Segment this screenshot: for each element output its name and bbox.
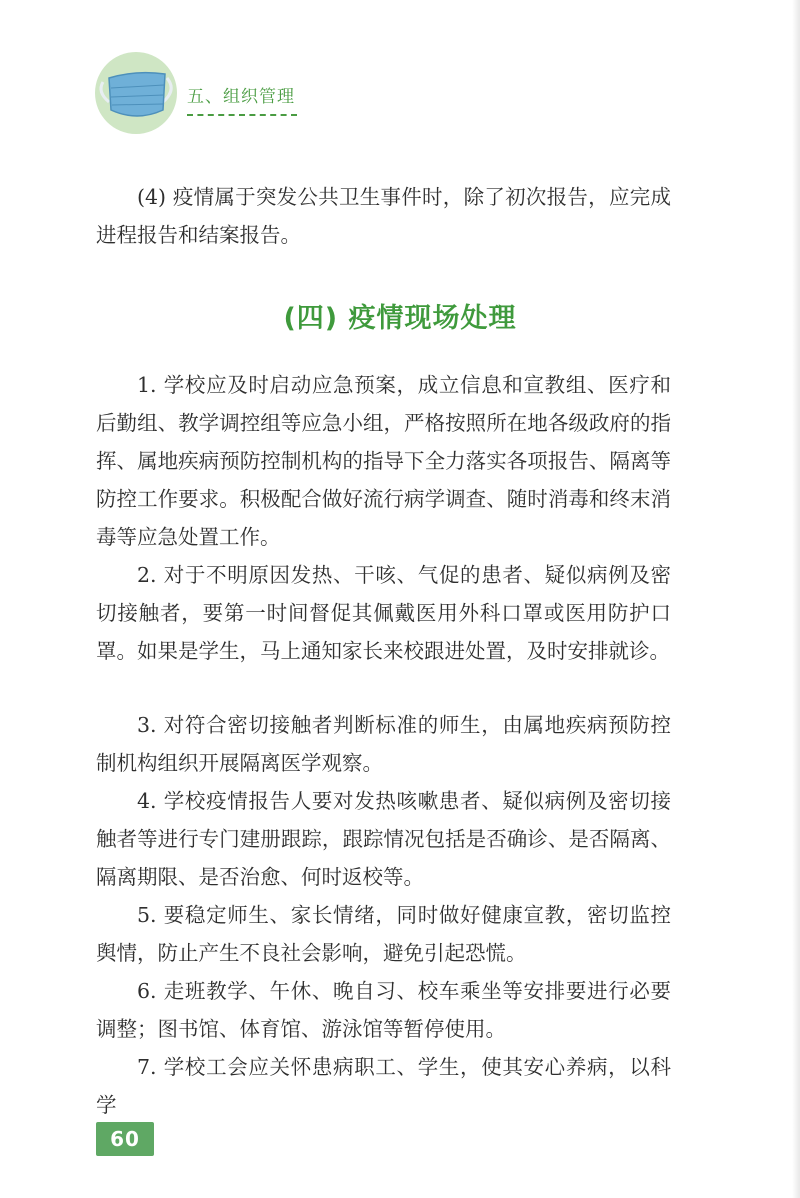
paragraph-6: 6. 走班教学、午休、晚自习、校车乘坐等安排要进行必要调整；图书馆、体育馆、游泳馆等暂停使用。 (96, 979, 671, 1041)
page-edge-shadow (792, 0, 800, 1198)
paragraph-7: 7. 学校工会应关怀患病职工、学生，使其安心养病，以科学 (96, 1055, 671, 1117)
section-heading: (四) 疫情现场处理 (283, 303, 517, 334)
paragraph-5: 5. 要稳定师生、家长情绪，同时做好健康宣教，密切监控舆情，防止产生不良社会影响，避免引起恐慌。 (96, 903, 671, 965)
paragraph-2: 2. 对于不明原因发热、干咳、气促的患者、疑似病例及密切接触者，要第一时间督促其佩戴医用外科口罩或医用防护口罩。如果是学生，马上通知家长来校跟进处置，及时安排就诊。 (96, 563, 671, 663)
paragraph-1: 1. 学校应及时启动应急预案，成立信息和宣教组、医疗和后勤组、教学调控组等应急小组，严格按照所在地各级政府的指挥、属地疾病预防控制机构的指导下全力落实各项报告、隔离等防控工作要求。积极配合做好流行病学调查、随时消毒和终末消毒等应急处置工作。 (96, 373, 671, 549)
intro-paragraph: (4) 疫情属于突发公共卫生事件时，除了初次报告，应完成进程报告和结案报告。 (96, 185, 671, 247)
section-title: 五、组织管理 (187, 87, 295, 107)
paragraph-3: 3. 对符合密切接触者判断标准的师生，由属地疾病预防控制机构组织开展隔离医学观察。 (96, 713, 671, 775)
paragraph-4: 4. 学校疫情报告人要对发热咳嗽患者、疑似病例及密切接触者等进行专门建册跟踪，跟踪情况包括是否确诊、是否隔离、隔离期限、是否治愈、何时返校等。 (96, 789, 671, 889)
face-mask-icon (95, 52, 177, 134)
page-number-badge: 60 (96, 1122, 154, 1156)
page-header (95, 52, 355, 134)
header-dashed-divider (187, 114, 297, 116)
